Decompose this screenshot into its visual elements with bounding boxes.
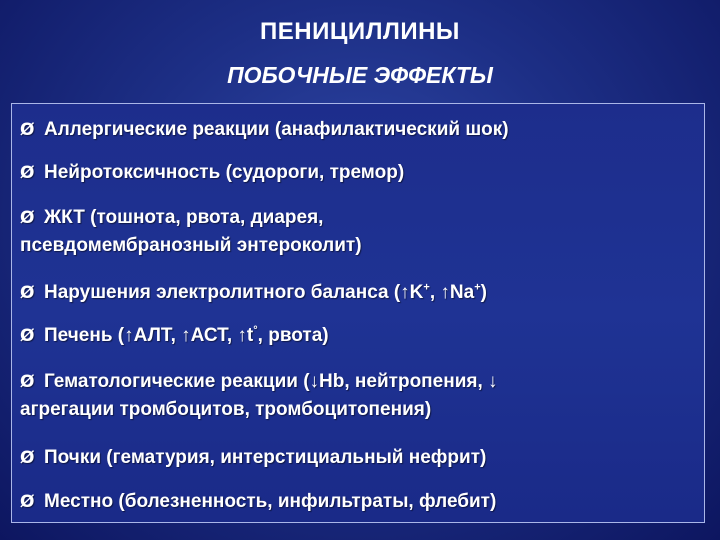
superscript: + (474, 281, 481, 294)
list-item-liver (20, 322, 700, 350)
slide-title: ПЕНИЦИЛЛИНЫ (260, 18, 460, 45)
item-text-line2: агрегации тромбоцитов, тромбоцитопения) (20, 399, 432, 420)
item-text-line1: ЖКТ (тошнота, рвота, диарея, (44, 207, 324, 228)
item-text-b: , ↑Na (429, 282, 475, 303)
item-text: Местно (болезненность, инфильтраты, флебит) (44, 491, 497, 512)
arrow-bullet-icon: Ø (20, 120, 35, 140)
arrow-bullet-icon: Ø (20, 492, 35, 512)
list-item-hematologic (20, 368, 700, 423)
arrow-bullet-icon: Ø (20, 326, 35, 346)
arrow-bullet-icon: Ø (20, 372, 35, 392)
arrow-bullet-icon: Ø (20, 163, 35, 183)
item-text-line2: псевдомембранозный энтероколит) (20, 235, 362, 256)
arrow-bullet-icon: Ø (20, 208, 35, 228)
item-text-line1: Гематологические реакции (↓Hb, нейтропения, ↓ (44, 371, 498, 392)
item-text-b: , рвота) (257, 325, 329, 346)
item-text: Нейротоксичность (судороги, тремор) (44, 162, 405, 183)
list-item-allergy (20, 116, 700, 144)
side-effects-box (11, 103, 705, 523)
superscript: + (423, 281, 430, 294)
list-item-gi-tract (20, 204, 700, 259)
list-item-neurotoxicity (20, 159, 700, 187)
list-item-kidneys (20, 444, 700, 472)
item-text: Почки (гематурия, интерстициальный нефрит) (44, 447, 487, 468)
list-item-local (20, 488, 700, 516)
slide-subtitle: ПОБОЧНЫЕ ЭФФЕКТЫ (227, 62, 493, 88)
item-text: Аллергические реакции (анафилактический шок) (44, 119, 509, 140)
superscript: ° (253, 324, 258, 337)
arrow-bullet-icon: Ø (20, 448, 35, 468)
item-text-c: ) (480, 282, 487, 303)
item-text-a: Нарушения электролитного баланса (↑K (44, 282, 424, 303)
list-item-electrolyte (20, 279, 700, 307)
arrow-bullet-icon: Ø (20, 283, 35, 303)
item-text-a: Печень (↑АЛТ, ↑АСТ, ↑t (44, 325, 254, 346)
